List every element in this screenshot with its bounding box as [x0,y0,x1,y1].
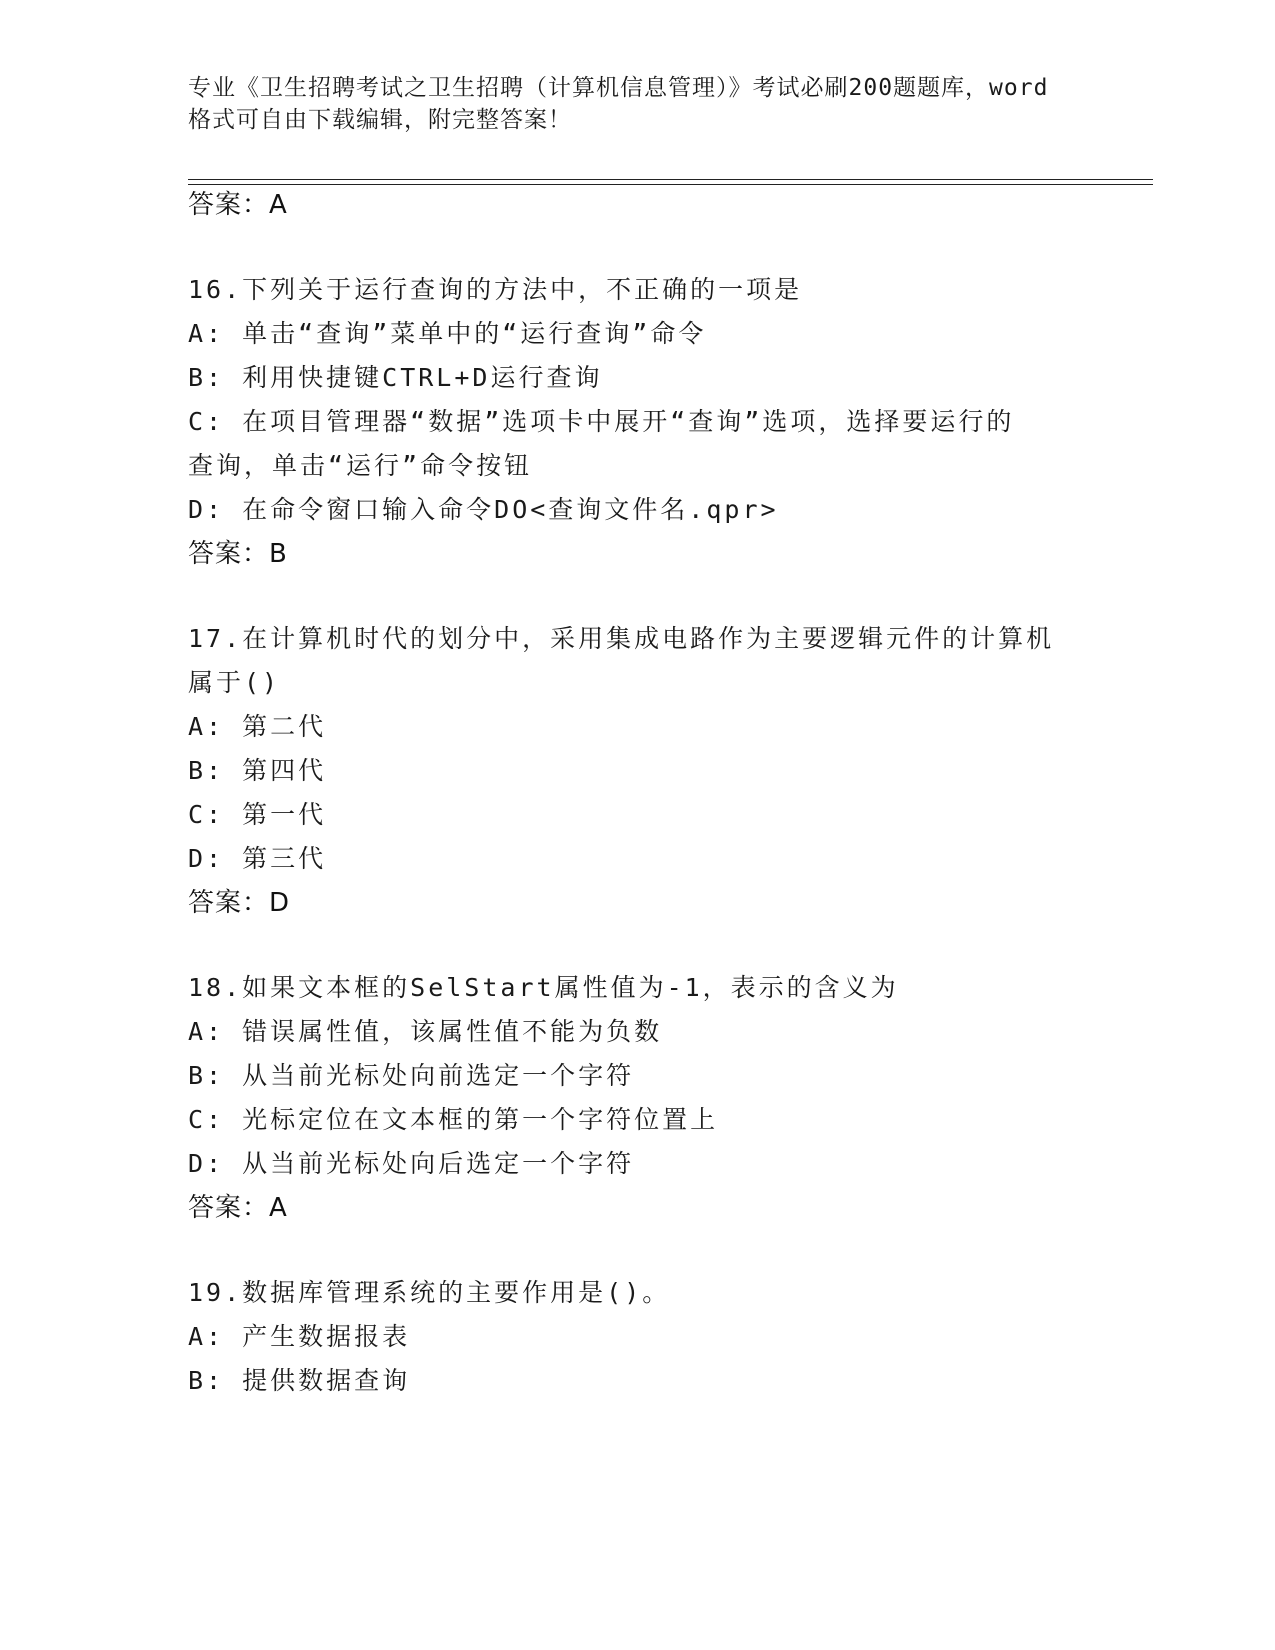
header-line-2: 格式可自由下载编辑，附完整答案！ [188,107,572,133]
document-header [188,72,1088,136]
option-b: B: 利用快捷键CTRL+D运行查询 [188,363,603,392]
question-stem-continued: 属于() [188,668,281,697]
answer-line: 答案：A [188,1193,288,1223]
answer-line: 答案：D [188,888,291,918]
header-divider-top [188,179,1153,180]
option-c: C: 在项目管理器“数据”选项卡中展开“查询”选项，选择要运行的 [188,407,1015,436]
question-stem: 19.数据库管理系统的主要作用是()。 [188,1278,671,1307]
option-b: B: 第四代 [188,756,327,785]
question-stem: 16.下列关于运行查询的方法中，不正确的一项是 [188,275,803,304]
option-a: A: 单击“查询”菜单中的“运行查询”命令 [188,319,707,348]
header-line-1: 专业《卫生招聘考试之卫生招聘（计算机信息管理）》考试必刷200题题库，word [188,75,1049,101]
option-a: A: 错误属性值，该属性值不能为负数 [188,1017,663,1046]
option-d: D: 第三代 [188,844,327,873]
option-b: B: 从当前光标处向前选定一个字符 [188,1061,635,1090]
answer-line: 答案：B [188,539,288,569]
option-a: A: 第二代 [188,712,327,741]
option-c: C: 光标定位在文本框的第一个字符位置上 [188,1105,719,1134]
question-stem: 18.如果文本框的SelStart属性值为-1，表示的含义为 [188,973,899,1002]
question-stem: 17.在计算机时代的划分中，采用集成电路作为主要逻辑元件的计算机 [188,624,1055,653]
header-divider-bottom [188,184,1153,185]
option-a: A: 产生数据报表 [188,1322,411,1351]
option-c: C: 第一代 [188,800,327,829]
option-c-continued: 查询，单击“运行”命令按钮 [188,451,533,480]
answer-line: 答案：A [188,190,288,220]
option-b: B: 提供数据查询 [188,1366,411,1395]
option-d: D: 在命令窗口输入命令DO<查询文件名.qpr> [188,495,779,524]
option-d: D: 从当前光标处向后选定一个字符 [188,1149,635,1178]
